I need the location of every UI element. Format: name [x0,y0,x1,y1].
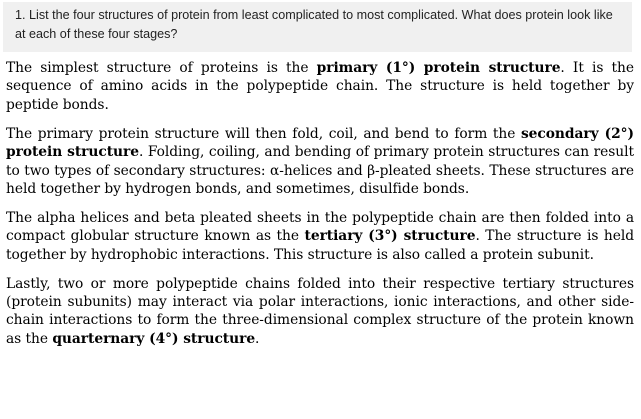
paragraph-secondary [6,125,634,199]
paragraph-primary-lead: The simplest structure of proteins is the [6,60,317,76]
paragraph-quarternary-rest: . [255,330,260,347]
term-primary-structure: primary (1°) protein structure [316,60,561,76]
answer-text [6,59,634,359]
paragraph-primary-rest: . It is the sequence of amino acids in the polypeptide chain. The structure is held together by peptide bonds. [6,60,634,113]
question-text: List the four structures of protein from least complicated to most complicated. What does protein look like at each of these four stages? [15,8,613,41]
question-box [3,2,632,52]
question-number: 1. [15,8,26,22]
term-secondary-structure: secondary (2°) protein structure [6,125,634,161]
paragraph-quarternary-lead: Lastly, two or more polypeptide chains folded into their respective tertiary structures (protein subunits) may interact via polar interactions, ionic interactions, and other side-chain interactions to form the three-dimensional complex structure of the protein known as the [6,275,634,347]
term-tertiary-structure: tertiary (3°) structure [304,228,476,245]
paragraph-tertiary-lead: The alpha helices and beta pleated sheets in the polypeptide chain are then folded into a compact globular structure known as the [6,209,634,245]
term-quarternary-structure: quarternary (4°) structure [52,330,256,347]
paragraph-tertiary [6,209,634,264]
paragraph-secondary-rest: . Folding, coiling, and bending of primary protein structures can result to two types of secondary structures: α-helices and β-pleated sheets. These structures are held together by hydrogen bonds, and sometimes, disulfide bonds. [6,144,634,197]
paragraph-quarternary [6,275,634,349]
paragraph-primary [6,59,634,114]
paragraph-secondary-lead: The primary protein structure will then fold, coil, and bend to form the [6,125,521,142]
paragraph-tertiary-rest: . The structure is held together by hydrophobic interactions. This structure is also called a protein subunit. [6,228,634,263]
